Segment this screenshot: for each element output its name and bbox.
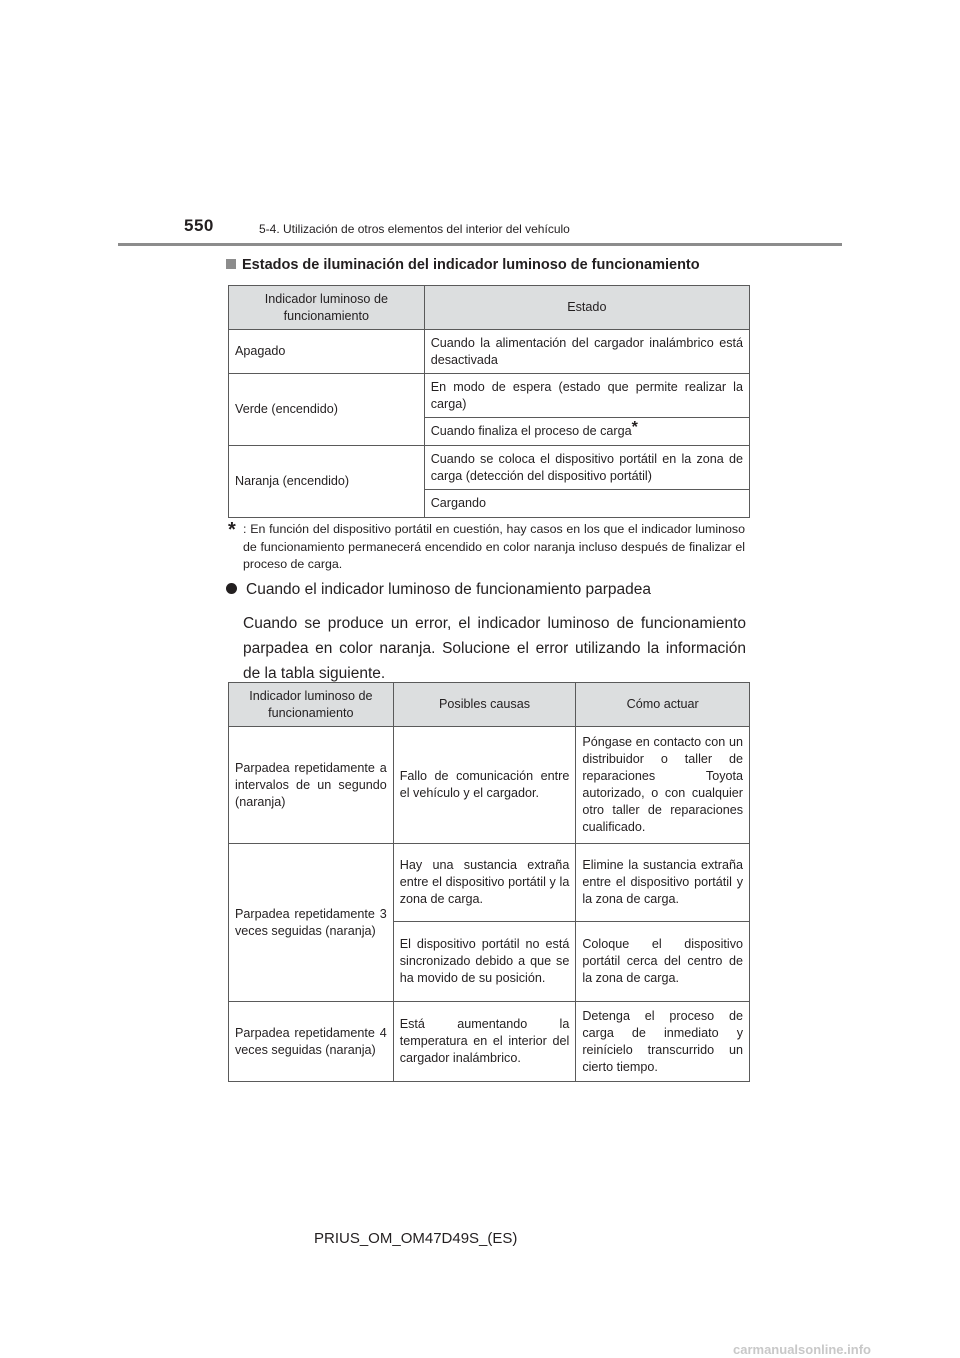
indicator-cell: Parpadea repetidamente 3 veces seguidas (naranja)	[229, 844, 394, 1002]
action-cell: Elimine la sustancia extraña entre el dispositivo portátil y la zona de carga.	[576, 844, 750, 922]
page-number: 550	[184, 216, 214, 235]
indicator-cell: Apagado	[229, 330, 425, 374]
table-row	[229, 727, 750, 844]
table-row	[229, 374, 750, 418]
table-header-cell: Cómo actuar	[576, 683, 750, 727]
bullet-title: Cuando el indicador luminoso de funcionamiento parpadea	[246, 581, 651, 598]
state-cell: Cuando la alimentación del cargador inalámbrico está desactivada	[424, 330, 749, 374]
section-title: 5-4. Utilización de otros elementos del interior del vehículo	[259, 222, 570, 236]
document-code: PRIUS_OM_OM47D49S_(ES)	[314, 1230, 518, 1247]
state-cell	[424, 418, 749, 446]
table-header-row	[229, 286, 750, 330]
bullet-dot-icon	[226, 583, 237, 594]
state-cell: Cargando	[424, 490, 749, 518]
table-row	[229, 1002, 750, 1082]
indicator-cell: Parpadea repetidamente a intervalos de un segundo (naranja)	[229, 727, 394, 844]
footnote	[228, 521, 745, 574]
indicator-cell: Verde (encendido)	[229, 374, 425, 446]
state-cell: En modo de espera (estado que permite realizar la carga)	[424, 374, 749, 418]
bullet-body: Cuando se produce un error, el indicador luminoso de funcionamiento parpadea en color naranja. Solucione el error utilizando la información de la tabla siguiente.	[243, 615, 746, 682]
table-row	[229, 844, 750, 922]
table-row	[229, 446, 750, 490]
indicator-states-table	[228, 285, 750, 518]
footnote-marker: *	[631, 419, 638, 436]
square-bullet-icon	[226, 259, 236, 269]
bullet-heading	[226, 581, 651, 599]
cause-cell: El dispositivo portátil no está sincronizado debido a que se ha movido de su posición.	[393, 922, 576, 1002]
subsection-title: Estados de iluminación del indicador luminoso de funcionamiento	[242, 257, 700, 273]
table-header-cell: Estado	[424, 286, 749, 330]
table-row	[229, 330, 750, 374]
subsection-heading	[226, 257, 700, 273]
cause-cell: Hay una sustancia extraña entre el dispositivo portátil y la zona de carga.	[393, 844, 576, 922]
action-cell: Póngase en contacto con un distribuidor o taller de reparaciones Toyota autorizado, o con cualquier otro taller de reparaciones cualificado.	[576, 727, 750, 844]
indicator-cell: Naranja (encendido)	[229, 446, 425, 518]
indicator-cell: Parpadea repetidamente 4 veces seguidas (naranja)	[229, 1002, 394, 1082]
watermark: carmanualsonline.info	[733, 1342, 871, 1357]
footnote-marker: *	[228, 519, 236, 541]
header-rule	[118, 243, 842, 246]
blinking-causes-table	[228, 682, 750, 1082]
table-header-cell: Indicador luminoso de funcionamiento	[229, 286, 425, 330]
footnote-text: : En función del dispositivo portátil en cuestión, hay casos en los que el indicador luminoso de funcionamiento permanecerá encendido en color naranja incluso después de finalizar el proceso de carga.	[243, 522, 745, 571]
action-cell: Coloque el dispositivo portátil cerca del centro de la zona de carga.	[576, 922, 750, 1002]
table-header-row	[229, 683, 750, 727]
cause-cell: Fallo de comunicación entre el vehículo y el cargador.	[393, 727, 576, 844]
table-header-cell: Indicador luminoso de funcionamiento	[229, 683, 394, 727]
state-text: Cuando finaliza el proceso de carga	[430, 424, 632, 438]
state-cell: Cuando se coloca el dispositivo portátil en la zona de carga (detección del dispositivo portátil)	[424, 446, 749, 490]
table-header-cell: Posibles causas	[393, 683, 576, 727]
action-cell: Detenga el proceso de carga de inmediato y reinícielo transcurrido un cierto tiempo.	[576, 1002, 750, 1082]
cause-cell: Está aumentando la temperatura en el interior del cargador inalámbrico.	[393, 1002, 576, 1082]
